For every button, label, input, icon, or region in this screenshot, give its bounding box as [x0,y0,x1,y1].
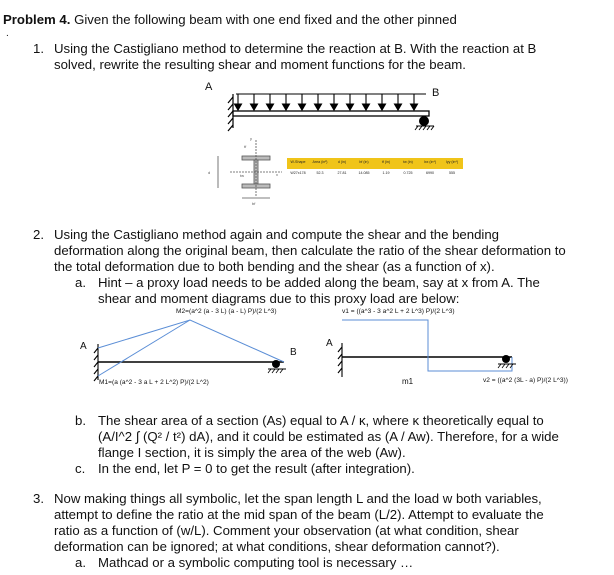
q1-line2: solved, rewrite the resulting shear and moment functions for the beam. [54,57,466,72]
table-header-cell: bf (in) [359,160,369,164]
beam1 [233,111,429,116]
m2-formula: M2=(a^2 (a - 3 L) (a - L) P)/(2 L^3) [176,308,277,315]
table-cell: W27x178 [290,171,306,175]
q2-number: 2. [33,227,44,242]
section-label-d: d [208,170,211,175]
table-header-cell: Iyy (in⁴) [445,160,459,164]
diagram-label-a2: A [326,338,333,349]
table-cell: 52.3 [316,171,324,175]
distributed-load [235,94,427,110]
diagram-label-a: A [80,341,87,352]
table-cell: 14.085 [358,171,370,175]
q2a-line1: Hint – a proxy load needs to be added along the beam, say at x from A. The [98,275,540,290]
q2c-label: c. [75,461,86,476]
q2b-line3: flange I section, it is simply the area of the web (Aw). [98,445,406,460]
m1-label: m1 [402,377,414,386]
q3a-label: a. [75,555,86,570]
pin-support-b [415,116,434,130]
section-label-bf: bf [252,201,256,206]
fixed-support-a [228,94,233,131]
table-cell: 1.19 [382,171,390,175]
q2b-label: b. [75,413,86,428]
table-header-cell: tf (in) [381,160,391,164]
table-cell: 0.725 [403,171,413,175]
q2b-line2: (A/I^2 ∫ (Q² / t²) dA), and it could be estimated as (A / Aw). Therefore, for a wide [98,429,559,444]
bullet-dot: . [6,28,9,39]
table-header-cell: tw (in) [403,160,413,164]
q2-line1: Using the Castigliano method again and compute the shear and the bending [54,227,500,242]
v1-formula: v1 = ((a^3 - 3 a^2 L + 2 L^3) P)/(2 L^3) [342,308,455,315]
moment-line-lower [98,320,190,376]
q1-line1: Using the Castigliano method to determine the reaction at B. With the reaction at B [54,41,537,56]
q3-line1: Now making things all symbolic, let the span length L and the load w both variables, [54,491,542,506]
diagram-label-b: B [290,347,297,358]
i-section-drawing [218,140,282,198]
q2a-label: a. [75,275,86,290]
q2c-line1: In the end, let P = 0 to get the result (after integration). [98,461,415,476]
q1-number: 1. [33,41,44,56]
section-label-tw: tw [240,173,244,178]
v2-formula: v2 = ((a^2 (3L - a) P)/(2 L^3)) [483,377,568,384]
section-label-x: x [276,172,278,177]
m1-formula: M1=(a (a^2 - 3 a L + 2 L^2) P)/(2 L^2) [99,379,209,386]
shear-diagram [338,320,516,377]
table-header-cell: d (in) [337,160,347,164]
table-header-cell: Ixx (in⁴) [423,160,437,164]
q3-line4: deformation can be ignored; at what conditions, shear deformation cannot?). [54,539,500,554]
table-header-cell: Area (in²) [312,160,328,164]
section-property-table [287,158,463,178]
q3-number: 3. [33,491,44,506]
table-cell: 6990 [426,171,434,175]
problem-statement: Given the following beam with one end fixed and the other pinned [70,12,457,27]
q3a-line1: Mathcad or a symbolic computing tool is necessary … [98,555,414,570]
q3-line3: ratio as a function of (w/L). Comment your observation (at what condition, shear [54,523,519,538]
beam1-label-a: A [205,81,213,93]
table-header-cell: W-Shape [290,160,306,164]
q2a-line2: shear and moment diagrams due to this proxy load are below: [98,291,460,306]
problem-number: Problem 4. [3,12,71,27]
q2-line2: deformation along the original beam, then calculate the ratio of the shear deformation to [54,243,566,258]
q3-line2: attempt to define the ratio at the mid span of the beam (L/2). Attempt to evaluate the [54,507,544,522]
shear-line [342,320,512,371]
section-label-y: y [250,136,252,141]
q2-line3: the total deformation due to both bending and the shear (as a function of x). [54,259,495,274]
table-cell: 555 [449,171,455,175]
beam1-label-b: B [432,87,440,99]
q2b-line1: The shear area of a section (As) equal to A / κ, where κ theoretically equal to [98,413,544,428]
section-label-tf: tf [244,144,247,149]
moment-diagram [94,320,286,381]
table-cell: 27.81 [337,171,347,175]
moment-line-upper [98,320,284,362]
